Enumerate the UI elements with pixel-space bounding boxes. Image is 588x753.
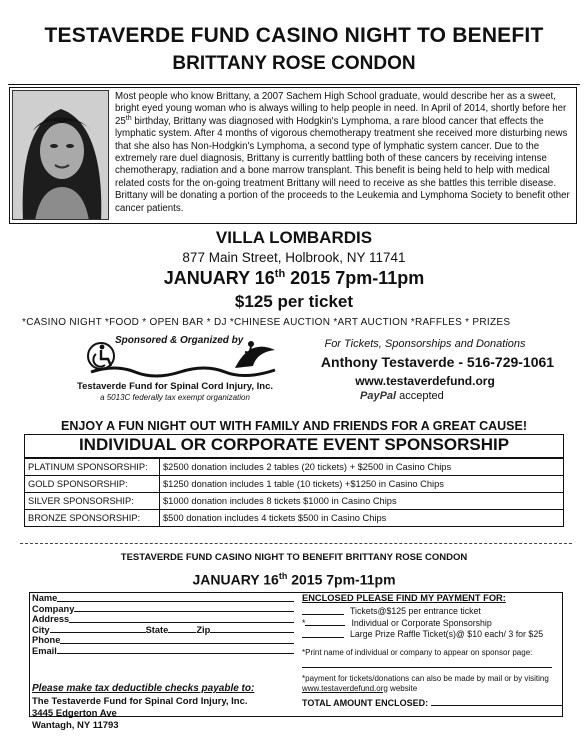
payment-section	[302, 593, 560, 708]
checks-payable-note: Please make tax deductible checks payable to:	[32, 683, 255, 694]
sponsor-name-field[interactable]	[302, 658, 552, 668]
sponsorship-amount-field[interactable]	[305, 618, 345, 627]
payee-street: 3445 Edgerton Ave	[32, 708, 117, 719]
address-label: Address	[32, 614, 70, 624]
order-form-fields	[32, 593, 294, 656]
tickets-qty-field[interactable]	[302, 606, 344, 615]
sponsorship-desc: $1250 donation includes 1 table (10 tickets) +$1250 in Casino Chips	[160, 476, 564, 493]
total-row	[302, 698, 560, 708]
enclosed-heading: ENCLOSED PLEASE FIND MY PAYMENT FOR:	[302, 593, 506, 603]
sponsorship-level: BRONZE SPONSORSHIP:	[25, 510, 160, 527]
phone-label: Phone	[32, 635, 61, 645]
state-field[interactable]	[168, 625, 196, 634]
paypal-logo: PayPal	[360, 390, 397, 402]
name-label: Name	[32, 593, 58, 603]
zip-label: Zip	[196, 624, 211, 635]
table-row	[25, 493, 564, 510]
sponsorship-level: PLATINUM SPONSORSHIP:	[25, 459, 160, 476]
event-date-time: 2015 7pm-11pm	[285, 268, 425, 288]
table-row	[25, 459, 564, 476]
flyer-subtitle: BRITTANY ROSE CONDON	[172, 53, 416, 74]
raffle-qty-field[interactable]	[302, 629, 344, 638]
bio-sup: th	[125, 114, 132, 122]
slip-title: TESTAVERDE FUND CASINO NIGHT TO BENEFIT BRITTANY ROSE CONDON	[120, 552, 468, 563]
phone-field[interactable]	[60, 635, 294, 644]
ticket-price: $125 per ticket	[234, 292, 354, 311]
company-label: Company	[32, 603, 75, 614]
company-field[interactable]	[74, 604, 294, 613]
payee-city: Wantagh, NY 11793	[32, 720, 119, 731]
bio-text-b: birthday, Brittany was diagnosed with Hodgkin's Lymphoma, a rare blood cancer that effects the lymphatic system. After 4 months of vigorous chemotherapy treatment she received more disturbing news that she also has Non-Hodgkin's Lymphoma, a second type of lymphatic system cancer. Due to the extremely rare duel diagnosis, Brittany is currently battling both of these cancers by receiving intense chemotherapy, radiation and a bone marrow transplant. This benefit is being held to help with medical related costs for the on-going treatment Brittany will need to receive as she battles this terrible disease. Brittany will be donating a portion of the proceeds to the Leukemia and Lymphoma Society to benefit other cancer patients.	[115, 115, 570, 214]
paypal-accepted: accepted	[396, 390, 444, 402]
sponsorship-level: SILVER SPONSORSHIP:	[25, 493, 160, 510]
mail-note-suffix: website	[387, 683, 418, 693]
event-features: *CASINO NIGHT *FOOD * OPEN BAR * DJ *CHINESE AUCTION *ART AUCTION *RAFFLES * PRIZES	[22, 317, 511, 328]
sponsorship-level: GOLD SPONSORSHIP:	[25, 476, 160, 493]
header-divider	[8, 84, 580, 85]
table-row	[25, 510, 564, 527]
total-label: TOTAL AMOUNT ENCLOSED:	[302, 697, 429, 708]
mail-note	[302, 674, 560, 694]
slip-date	[0, 571, 588, 588]
org-tax-status: a 5013C federally tax exempt organization	[100, 393, 250, 402]
sponsor-logo	[85, 332, 295, 417]
raffle-item: Large Prize Raffle Ticket(s)@ $10 each/ 3 for $25	[350, 629, 544, 639]
venue-name: VILLA LOMBARDIS	[215, 228, 373, 247]
sponsorship-item: Individual or Corporate Sponsorship	[351, 617, 492, 628]
sponsorship-desc: $2500 donation includes 2 tables (20 tickets) + $2500 in Casino Chips	[160, 459, 564, 476]
tagline: ENJOY A FUN NIGHT OUT WITH FAMILY AND FRIENDS FOR A GREAT CAUSE!	[61, 419, 527, 433]
zip-field[interactable]	[210, 625, 294, 634]
slip-date-main: JANUARY 16	[192, 571, 279, 588]
event-date	[0, 268, 588, 289]
payee-name: The Testaverde Fund for Spinal Cord Injury, Inc.	[32, 696, 248, 707]
address-field[interactable]	[69, 614, 294, 623]
payee-address	[32, 696, 297, 732]
sponsorship-marker: *	[302, 617, 306, 628]
mail-note-text: *payment for tickets/donations can also be made by mail or by visiting	[302, 673, 549, 683]
city-field[interactable]	[50, 625, 146, 634]
paypal-note	[360, 390, 444, 402]
venue-address: 877 Main Street, Holbrook, NY 11741	[182, 250, 406, 265]
contact-heading: For Tickets, Sponsorships and Donations	[324, 338, 526, 350]
print-name-note: *Print name of individual or company to appear on sponsor page:	[302, 647, 533, 657]
contact-website[interactable]: www.testaverdefund.org	[355, 374, 495, 388]
slip-date-time: 2015 7pm-11pm	[287, 571, 396, 588]
event-date-sup: th	[274, 268, 286, 280]
portrait-photo	[12, 90, 109, 220]
bio-text-a: Most people who know Brittany, a 2007 Sachem High School graduate, would describe her as a sweet, bright eyed young woman who is always willing to help people in need. In April of 2014, shortly before her 25	[115, 91, 567, 127]
sponsorship-table	[24, 458, 564, 527]
city-label: City	[32, 624, 50, 635]
table-row	[25, 476, 564, 493]
total-field[interactable]	[431, 705, 563, 706]
slip-date-sup: th	[278, 571, 288, 581]
email-label: Email	[32, 645, 57, 656]
tickets-item: Tickets@$125 per entrance ticket	[350, 606, 481, 616]
name-field[interactable]	[57, 593, 294, 602]
sponsorship-title: INDIVIDUAL OR CORPORATE EVENT SPONSORSHIP	[78, 435, 510, 454]
sponsor-logo-caption: Sponsored & Organized by	[115, 335, 244, 346]
sponsorship-desc: $1000 donation includes 8 tickets $1000 in Casino Chips	[160, 493, 564, 510]
state-label: State	[145, 624, 169, 635]
mail-note-url[interactable]: www.testaverdefund.org	[302, 683, 388, 693]
contact-name-phone: Anthony Testaverde - 516-729-1061	[320, 354, 555, 370]
flyer-title: TESTAVERDE FUND CASINO NIGHT TO BENEFIT	[44, 24, 544, 47]
bio-paragraph	[115, 91, 573, 215]
event-date-main: JANUARY 16	[163, 268, 275, 288]
sponsorship-desc: $500 donation includes 4 tickets $500 in Casino Chips	[160, 510, 564, 527]
cut-line	[20, 543, 572, 544]
org-name: Testaverde Fund for Spinal Cord Injury, Inc.	[76, 381, 273, 392]
email-field[interactable]	[57, 646, 294, 655]
